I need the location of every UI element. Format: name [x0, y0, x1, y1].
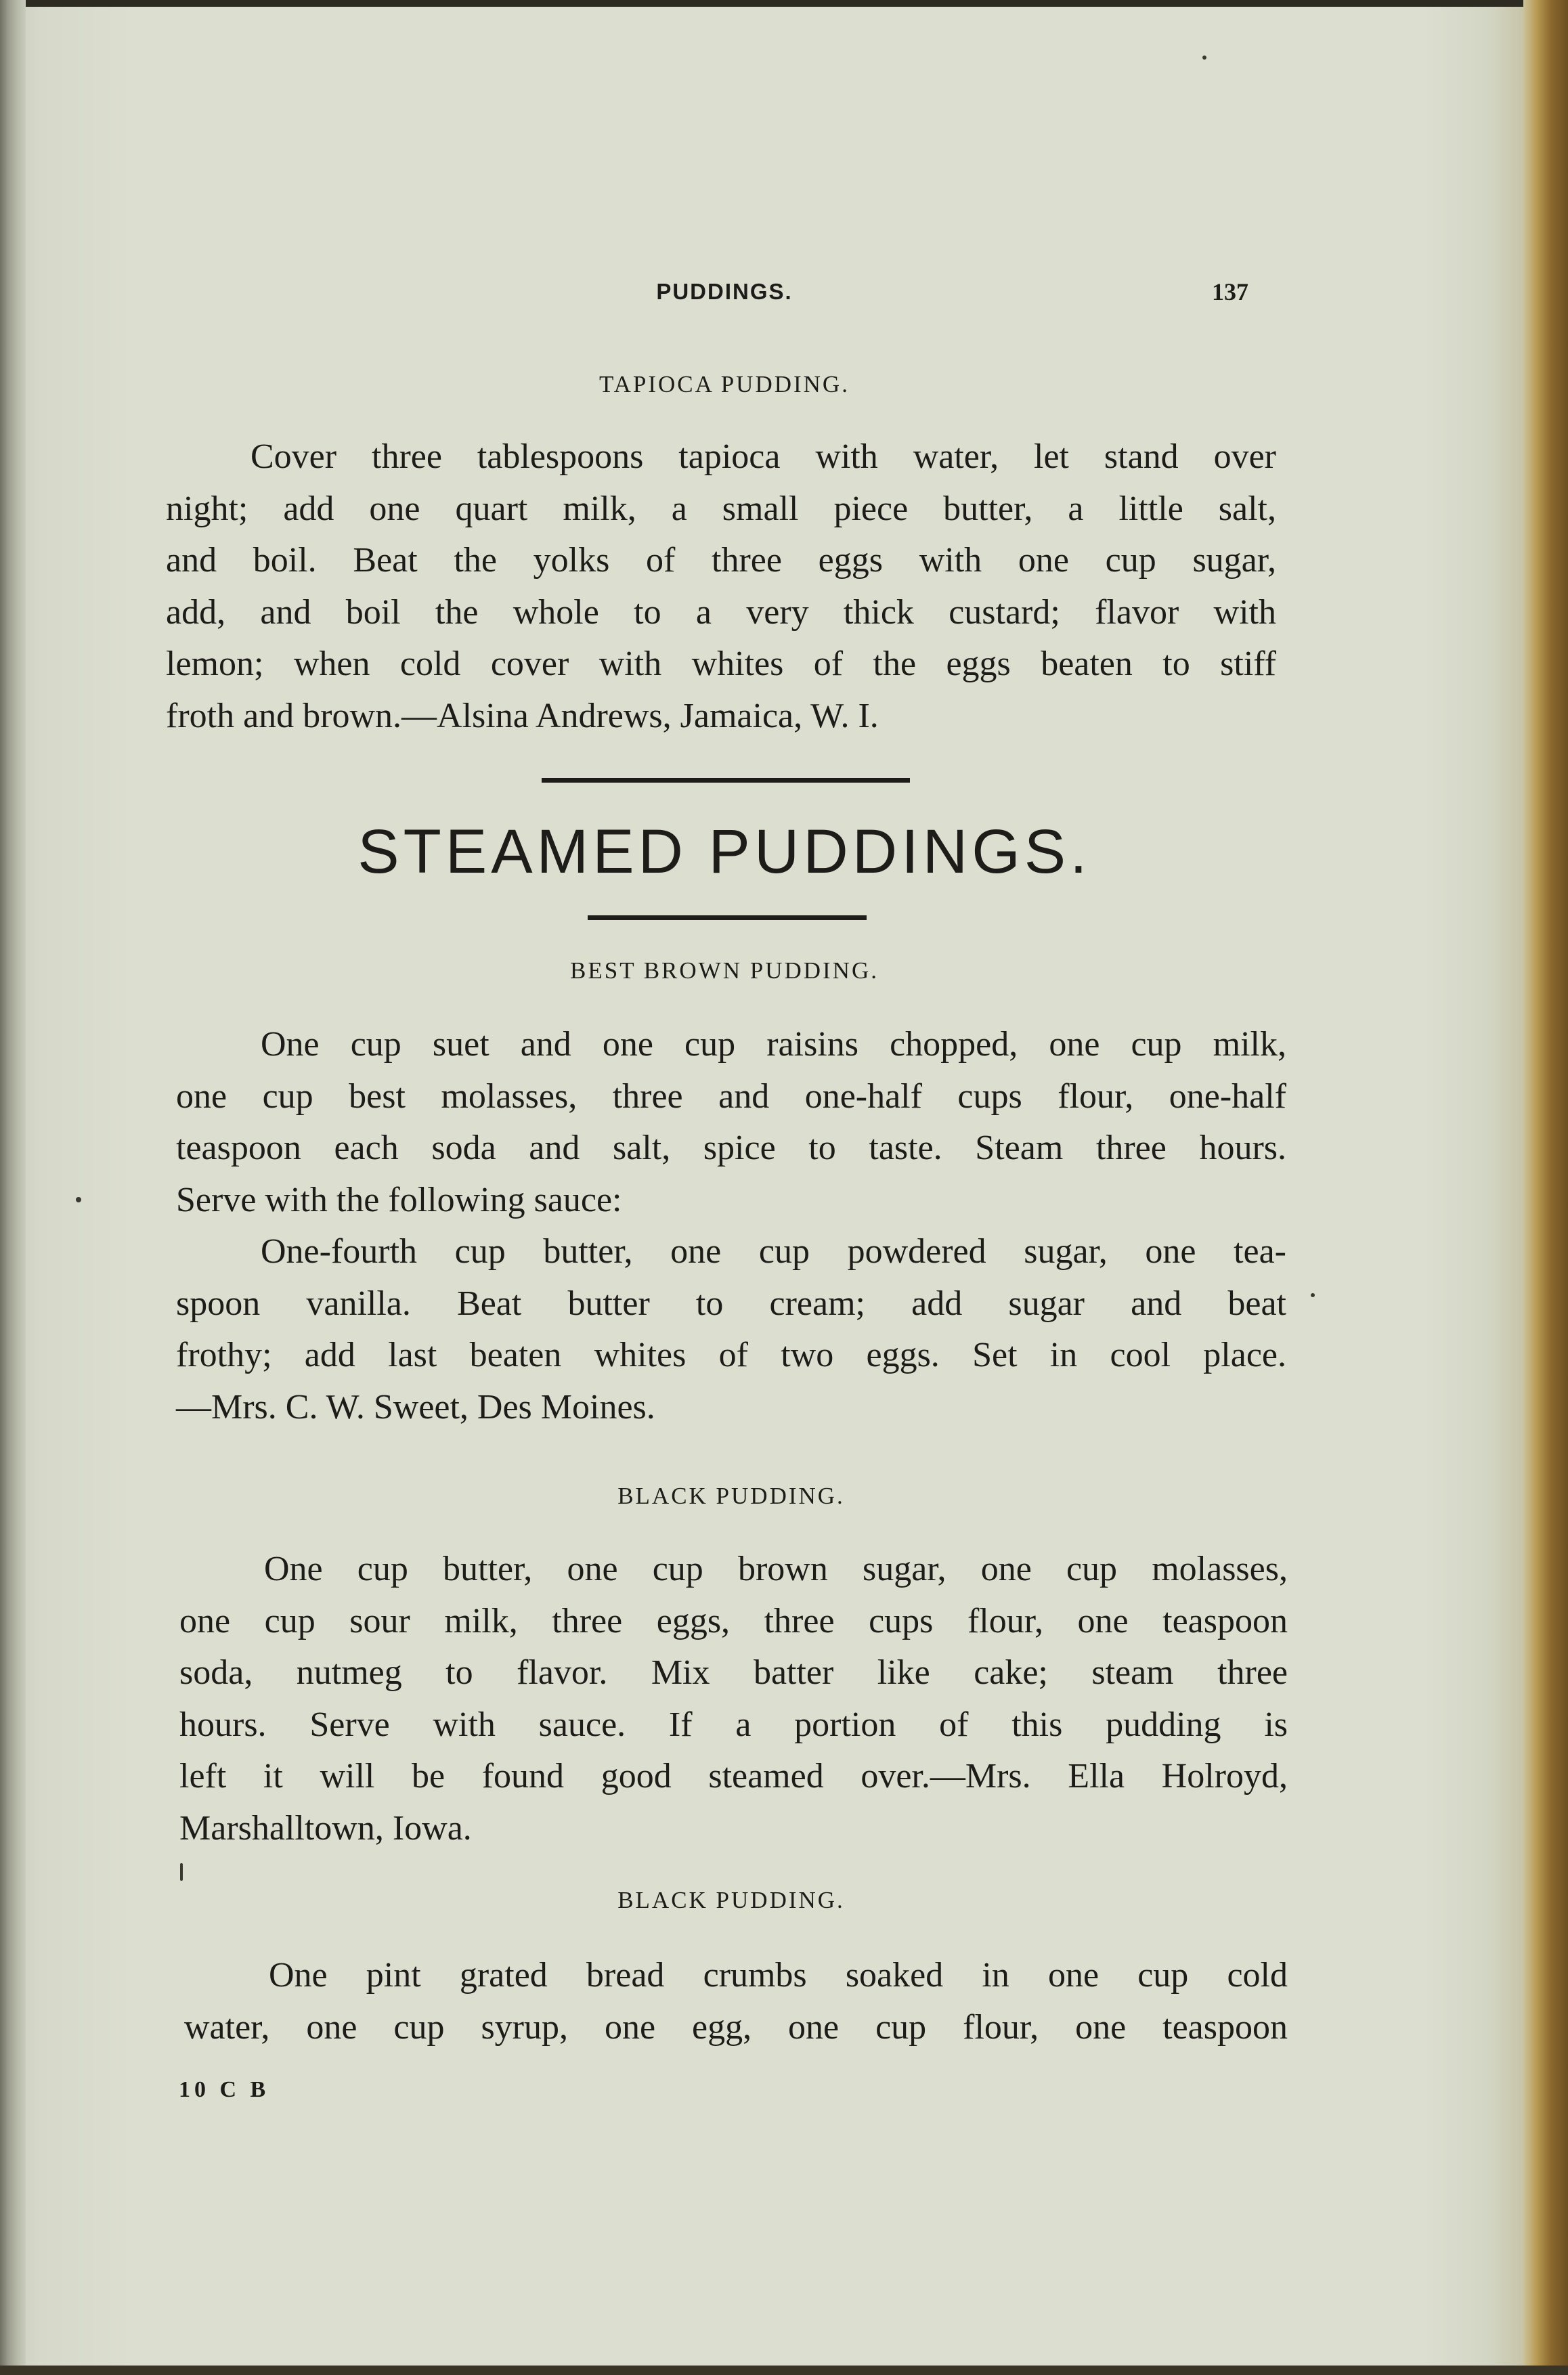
page-top-edge: [0, 0, 1568, 7]
text-line: One-fourth cup butter, one cup powdered sugar, one tea-: [261, 1232, 1286, 1271]
recipe-body-black-2: [184, 1950, 1288, 2053]
recipe-title-tapioca: TAPIOCA PUDDING.: [599, 371, 850, 397]
text-line: teaspoon each soda and salt, spice to taste. Steam three hours.: [176, 1129, 1286, 1167]
text-line: One cup butter, one cup brown sugar, one cup molasses,: [264, 1550, 1288, 1588]
text-line: night; add one quart milk, a small piece butter, a little salt,: [166, 489, 1276, 528]
paper-speck: [180, 1863, 183, 1881]
paper-speck: [76, 1197, 81, 1202]
paper-speck: [1202, 56, 1206, 60]
text-line: frothy; add last beaten whites of two eggs. Set in cool place.: [176, 1336, 1286, 1374]
text-line: add, and boil the whole to a very thick custard; flavor with: [166, 592, 1276, 632]
text-line: left it will be found good steamed over.—Mrs. Ella Holroyd,: [179, 1757, 1288, 1795]
text-line: one cup sour milk, three eggs, three cups flour, one teaspoon: [179, 1601, 1288, 1640]
running-title: PUDDINGS.: [656, 279, 793, 304]
recipe-title-black-2: BLACK PUDDING.: [617, 1887, 845, 1913]
text-line: soda, nutmeg to flavor. Mix batter like cake; steam three: [179, 1653, 1288, 1692]
text-line: Serve with the following sauce:: [176, 1180, 622, 1219]
recipe-body-best-brown: [176, 1019, 1286, 1433]
recipe-title-black-1: BLACK PUDDING.: [617, 1483, 845, 1509]
text-line: Marshalltown, Iowa.: [179, 1808, 472, 1848]
text-line: hours. Serve with sauce. If a portion of this pudding is: [179, 1705, 1288, 1744]
signature-mark: 10 C B: [179, 2077, 270, 2102]
section-rule-top: [542, 778, 910, 783]
section-heading: STEAMED PUDDINGS.: [357, 817, 1091, 886]
text-line: —Mrs. C. W. Sweet, Des Moines.: [176, 1387, 655, 1426]
text-line: froth and brown.—Alsina Andrews, Jamaica, W. I.: [166, 696, 879, 735]
text-line: and boil. Beat the yolks of three eggs with one cup sugar,: [166, 541, 1276, 580]
page-bottom-edge: [0, 2366, 1568, 2375]
text-line: one cup best molasses, three and one-half cups flour, one-half: [176, 1076, 1286, 1116]
text-line: water, one cup syrup, one egg, one cup flour, one teaspoon: [184, 2007, 1288, 2047]
text-line: One cup suet and one cup raisins chopped, one cup milk,: [261, 1025, 1286, 1064]
text-line: One pint grated bread crumbs soaked in one cup cold: [269, 1956, 1288, 1995]
recipe-title-best-brown: BEST BROWN PUDDING.: [570, 957, 879, 984]
paper-speck: [1311, 1293, 1315, 1297]
text-line: Cover three tablespoons tapioca with water, let stand over: [251, 437, 1276, 476]
page-number: 137: [1212, 278, 1248, 305]
text-line: lemon; when cold cover with whites of the eggs beaten to stiff: [166, 645, 1276, 683]
page-gutter: [0, 0, 26, 2375]
section-rule-bottom: [588, 915, 867, 920]
page-fore-edge: [1523, 0, 1568, 2375]
recipe-body-tapioca: [166, 431, 1276, 742]
text-line: spoon vanilla. Beat butter to cream; add sugar and beat: [176, 1284, 1286, 1323]
recipe-body-black-1: [179, 1544, 1288, 1854]
